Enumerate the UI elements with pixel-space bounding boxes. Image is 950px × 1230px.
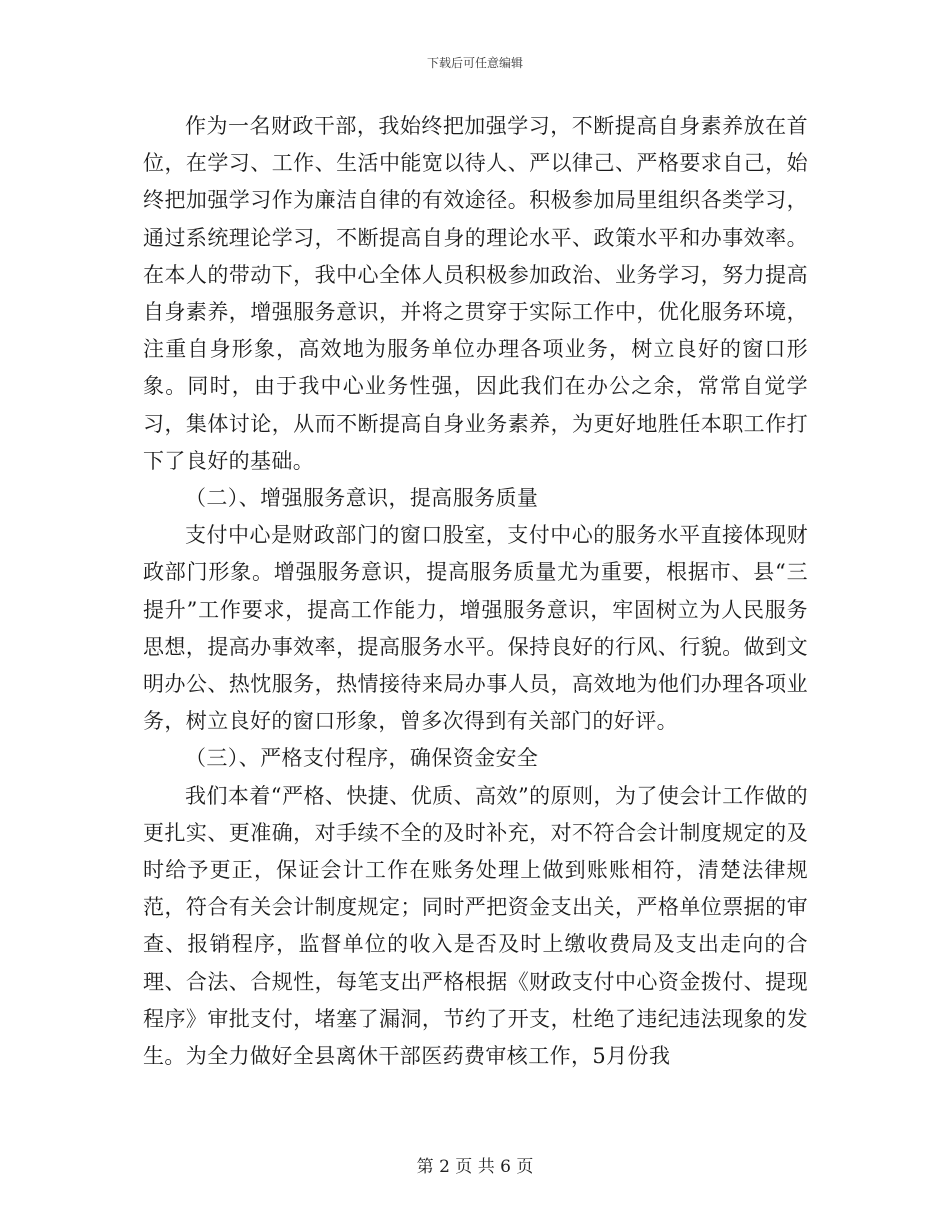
paragraph-study: 作为一名财政干部，我始终把加强学习，不断提高自身素养放在首位，在学习、工作、生活中能宽以待人、严以律己、严格要求自己，始终把加强学习作为廉洁自律的有效途径。积极参加局里组织各类学习，通过系统理论学习，不断提高自身的理论水平、政策水平和办事效率。在本人的带动下，我中心全体人员积极参加政治、业务学习，努力提高自身素养，增强服务意识，并将之贯穿于实际工作中，优化服务环境，注重自身形象，高效地为服务单位办理各项业务，树立良好的窗口形象。同时，由于我中心业务性强，因此我们在办公之余，常常自觉学习，集体讨论，从而不断提高自身业务素养，为更好地胜任本职工作打下了良好的基础。 xyxy=(143,114,808,473)
header-note: 下载后可任意编辑 xyxy=(426,56,523,70)
section-heading-payment: （三）、严格支付程序，确保资金安全 xyxy=(185,746,539,771)
section-heading-service: （二）、增强服务意识，提高服务质量 xyxy=(185,486,539,511)
paragraph-payment: 我们本着“严格、快捷、优质、高效”的原则，为了使会计工作做的更扎实、更准确，对手续不全的及时补充，对不符合会计制度规定的及时给予更正，保证会计工作在账务处理上做到账账相符，清楚法律规范，符合有关会计制度规定；同时严把资金支出关，严格单位票据的审查、报销程序，监督单位的收入是否及时上缴收费局及支出走向的合理、合法、合规性，每笔支出严格根据《财政支付中心资金拨付、提现程序》审批支付，堵塞了漏洞，节约了开支，杜绝了违纪违法现象的发生。为全力做好全县离休干部医药费审核工作，5月份我 xyxy=(143,783,808,1069)
document-body xyxy=(143,108,808,1075)
page-number: 第 2 页 共 6 页 xyxy=(416,1157,534,1177)
paragraph-service: 支付中心是财政部门的窗口股室，支付中心的服务水平直接体现财政部门形象。增强服务意识，提高服务质量尤为重要，根据市、县“三提升”工作要求，提高工作能力，增强服务意识，牢固树立为人民服务思想，提高办事效率，提高服务水平。保持良好的行风、行貌。做到文明办公、热忱服务，热情接待来局办事人员，高效地为他们办理各项业务，树立良好的窗口形象，曾多次得到有关部门的好评。 xyxy=(143,523,808,734)
